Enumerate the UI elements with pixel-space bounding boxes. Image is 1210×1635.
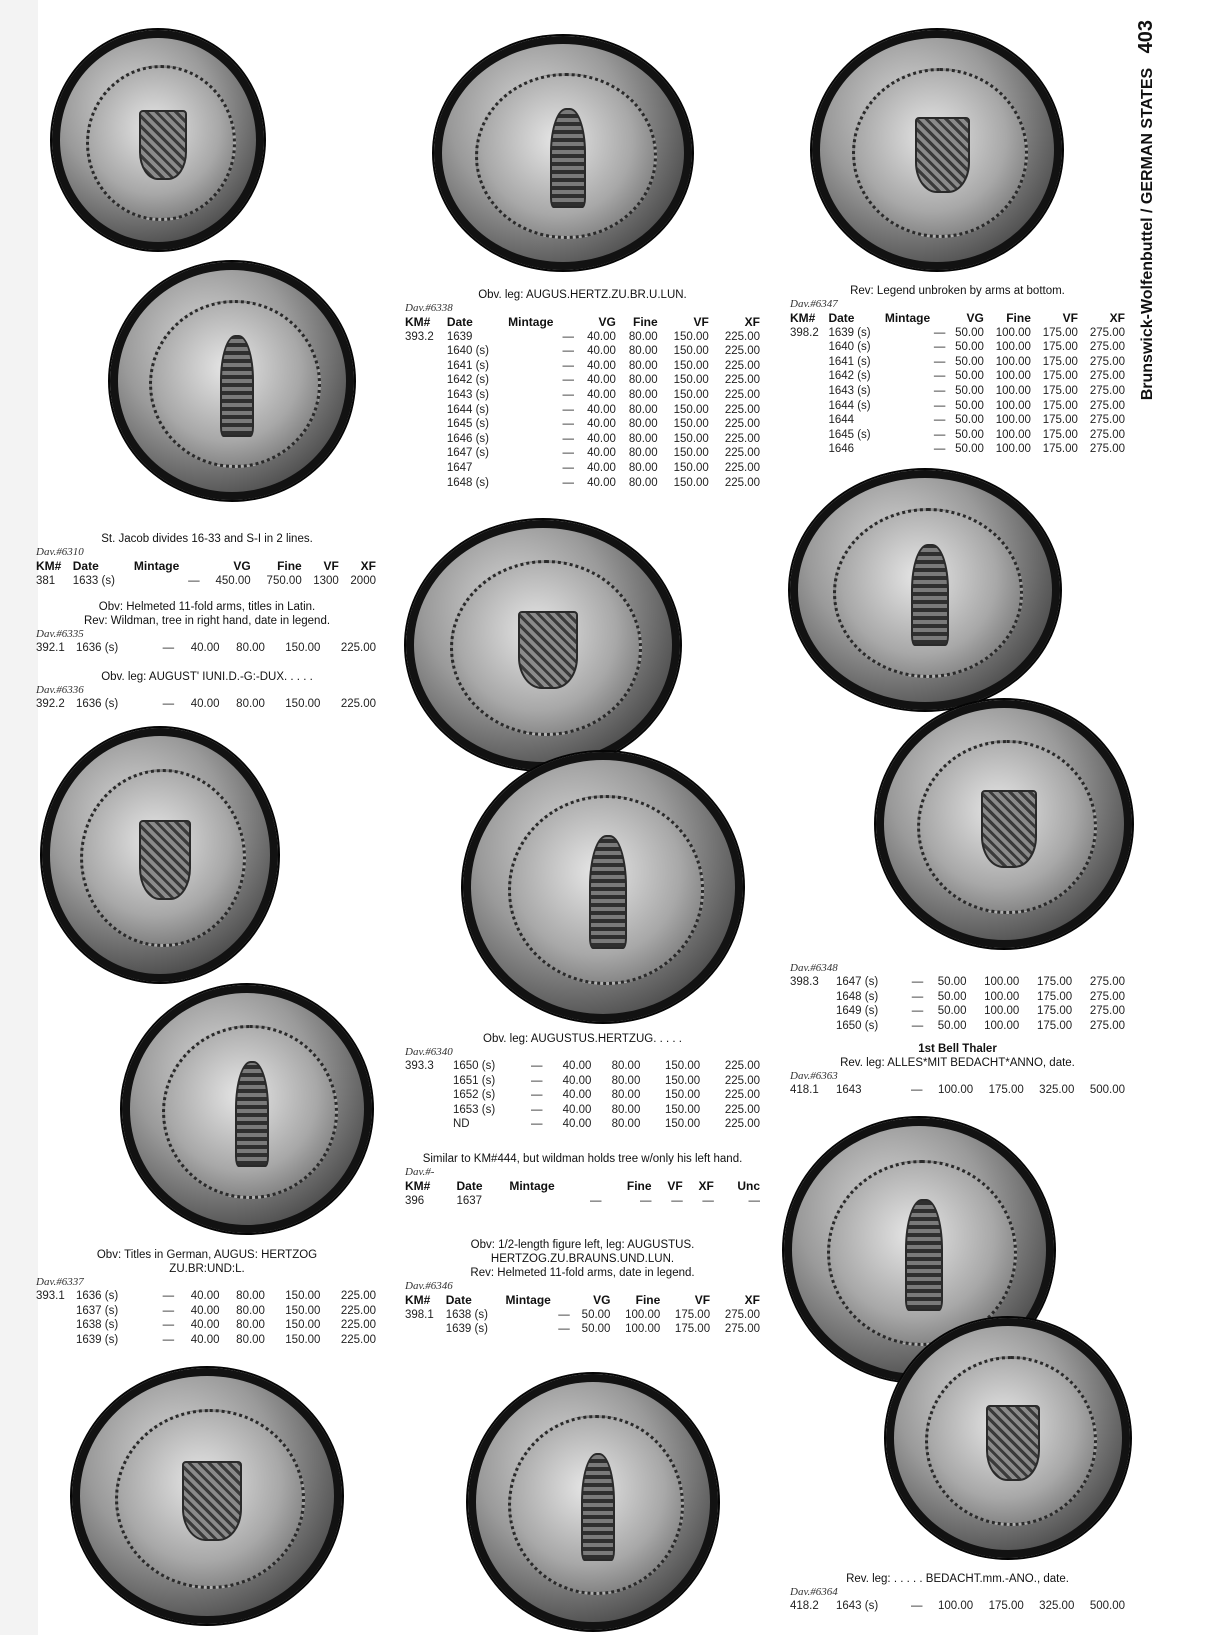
cell-price: 80.00 <box>236 698 265 710</box>
dav-ref: Dav.#6337 <box>36 1276 84 1288</box>
th-mintage: Mintage <box>508 315 554 329</box>
cell-date: 1636 (s) <box>76 642 119 654</box>
th-g3: VF <box>323 559 339 573</box>
dav-ref: Dav.#6310 <box>36 546 84 558</box>
table-row: 1637 (s) — 40.00 80.00 150.00 225.00 <box>76 1304 376 1317</box>
coin-image <box>812 30 1062 270</box>
price-table <box>36 641 376 656</box>
coin-image <box>790 470 1060 710</box>
table-row: ND — 40.00 80.00 150.00 225.00 <box>453 1118 760 1131</box>
table-row: 1646 (s) — 40.00 80.00 150.00 225.00 <box>446 432 760 445</box>
cell-date: 1636 (s) <box>76 698 119 710</box>
th-date: Date <box>446 315 473 329</box>
listing-392-1 <box>36 600 378 656</box>
price-table <box>405 1059 760 1132</box>
cell-mintage: — <box>162 642 175 654</box>
table-row: 1646 — 50.00 100.00 175.00 275.00 <box>828 443 1125 456</box>
dav-ref: Dav.#6364 <box>790 1586 838 1598</box>
listing-393-3 <box>405 1032 760 1132</box>
coin-image <box>876 700 1132 948</box>
table-row: 1639 (s) — 40.00 80.00 150.00 225.00 <box>76 1333 376 1346</box>
cell-price: 450.00 <box>215 574 251 587</box>
caption: Obv: Titles in German, AUGUS: HERTZOG ZU.BR:UND:L. <box>96 1249 318 1275</box>
th-date: Date <box>72 559 99 573</box>
dav-ref: Dav.#- <box>405 1166 435 1178</box>
listing-393-1 <box>36 1248 378 1347</box>
th-km: KM# <box>36 559 62 573</box>
coin-image <box>42 728 278 982</box>
table-row: 418.2 1643 (s) — 100.00 175.00 325.00 500.00 <box>790 1600 1125 1612</box>
price-table <box>36 559 376 588</box>
page-gutter <box>0 0 38 1635</box>
coin-image <box>52 30 264 250</box>
table-row: 1648 (s) — 50.00 100.00 175.00 275.00 <box>836 990 1125 1003</box>
cell-price: 225.00 <box>340 698 376 710</box>
table-row: 1643 (s) — 50.00 100.00 175.00 275.00 <box>828 384 1125 397</box>
table-row: 1642 (s) — 40.00 80.00 150.00 225.00 <box>446 374 760 387</box>
cell-price: 1300 <box>313 574 339 587</box>
listing-398-1 <box>405 1238 760 1337</box>
caption: Obv: 1/2-length figure left, leg: AUGUSTUS. HERTZOG.ZU.BRAUNS.UND.LUN. <box>470 1239 695 1265</box>
price-table: KM# Date Mintage VG Fine VF XF 398.1 1638 (s) — 50.00 100.00 175.00 275.00 1639 (s) — 50.00 100.00 175.00 275.00 <box>405 1293 760 1336</box>
listing-398-3 <box>790 962 1125 1033</box>
caption: Obv. leg: AUGUSTUS.HERTZUG. . . . . <box>483 1033 682 1045</box>
table-row <box>36 697 376 712</box>
coin-image <box>886 1318 1130 1558</box>
table-row: 1643 (s) — 40.00 80.00 150.00 225.00 <box>446 388 760 401</box>
table-row: 1638 (s) — 40.00 80.00 150.00 225.00 <box>76 1319 376 1332</box>
dav-ref: Dav.#6363 <box>790 1070 838 1082</box>
cell-price: 150.00 <box>285 698 321 710</box>
price-table <box>790 1083 1125 1098</box>
th-mintage: Mintage <box>133 559 180 573</box>
price-table <box>36 1289 376 1347</box>
dav-ref: Dav.#6347 <box>790 298 838 310</box>
table-row: 1641 (s) — 40.00 80.00 150.00 225.00 <box>446 359 760 372</box>
th-g1: VG <box>233 559 251 573</box>
table-row: 1639 (s) — 50.00 100.00 175.00 275.00 <box>445 1323 760 1336</box>
table-row <box>36 574 376 589</box>
listing-392-2 <box>36 670 378 712</box>
price-table <box>36 697 376 712</box>
table-row: 1645 (s) — 50.00 100.00 175.00 275.00 <box>828 428 1125 441</box>
caption: Rev: Legend unbroken by arms at bottom. <box>850 285 1065 297</box>
price-table: KM# Date Mintage Fine VF XF Unc 396 1637 — — — — — <box>405 1179 760 1207</box>
dav-ref: Dav.#6336 <box>36 684 84 696</box>
table-row: 396 1637 — — — — — <box>405 1194 760 1207</box>
section-title: Brunswick-Wolfenbuttel / GERMAN STATES <box>1139 67 1156 401</box>
table-row: 1642 (s) — 50.00 100.00 175.00 275.00 <box>828 370 1125 383</box>
th-km: KM# <box>405 315 431 329</box>
caption: Obv. leg: AUGUST' IUNI.D.-G:-DUX. . . . . <box>101 671 313 683</box>
cell-price: 150.00 <box>285 642 321 654</box>
table-row: 1648 (s) — 40.00 80.00 150.00 225.00 <box>446 476 760 489</box>
table-row: 1644 — 50.00 100.00 175.00 275.00 <box>828 414 1125 427</box>
dav-ref: Dav.#6338 <box>405 302 453 314</box>
price-table <box>790 1599 1125 1614</box>
cell-price: 40.00 <box>190 642 220 654</box>
table-row: 418.1 1643 — 100.00 175.00 325.00 500.00 <box>790 1084 1125 1096</box>
dav-ref: Dav.#6346 <box>405 1280 453 1292</box>
table-row: 1641 (s) — 50.00 100.00 175.00 275.00 <box>828 355 1125 368</box>
caption: Rev: Wildman, tree in right hand, date in legend. <box>83 615 331 627</box>
cell-km: 392.2 <box>36 698 65 710</box>
coin-image <box>406 520 680 770</box>
coin-image <box>110 262 354 500</box>
cell-price: 750.00 <box>266 574 302 587</box>
cell-price: 80.00 <box>236 642 265 654</box>
table-row: 1649 (s) — 50.00 100.00 175.00 275.00 <box>836 1005 1125 1018</box>
listing-393-2 <box>405 288 760 490</box>
table-row: 393.2 1639 — 40.00 80.00 150.00 225.00 <box>405 330 760 343</box>
table-row: 1647 (s) — 40.00 80.00 150.00 225.00 <box>446 447 760 460</box>
table-row: 1644 (s) — 50.00 100.00 175.00 275.00 <box>828 399 1125 412</box>
coin-image <box>468 1374 718 1630</box>
cell-price: 225.00 <box>340 642 376 654</box>
cell-km: 392.1 <box>36 642 65 654</box>
table-row: 1651 (s) — 40.00 80.00 150.00 225.00 <box>453 1074 760 1087</box>
caption: Rev. leg: ALLES*MIT BEDACHT*ANNO, date. <box>840 1057 1075 1069</box>
page-number: 403 <box>1135 20 1157 54</box>
listing-418-1 <box>790 1042 1125 1098</box>
caption: Rev. leg: . . . . . BEDACHT.mm.-ANO., date. <box>846 1573 1069 1585</box>
table-row: 393.1 1636 (s) — 40.00 80.00 150.00 225.00 <box>36 1290 376 1302</box>
th-g4: XF <box>360 559 376 573</box>
caption: Obv. leg: AUGUS.HERTZ.ZU.BR.U.LUN. <box>478 289 687 301</box>
table-row: 1644 (s) — 40.00 80.00 150.00 225.00 <box>446 403 760 416</box>
price-table: KM# Date Mintage VG Fine VF XF 398.2 1639 (s) — 50.00 100.00 175.00 275.00 1640 (s) — 50.00 100.00 175.00 275.00 1641 (s) — 50.00 100.00 175.00 275.00 1642 (s) — 50.00 100.00 175.00 275.00 1643 (s) — 50.00 100.00 175.00 275.00 1644 (s) — 50.00 100.00 175.00 275.00 1644 — 50.00 100.00 175.00 275.00 1645 (s) — 50.00 100.00 175.00 275.00 1646 — 50.00 100.00 175.00 275.00 <box>790 311 1125 456</box>
listing-381 <box>36 532 378 588</box>
table-row: 398.1 1638 (s) — 50.00 100.00 175.00 275.00 <box>405 1308 760 1321</box>
table-row <box>36 641 376 656</box>
cell-mintage: — <box>162 698 175 710</box>
table-row: 1652 (s) — 40.00 80.00 150.00 225.00 <box>453 1089 760 1102</box>
dav-ref: Dav.#6340 <box>405 1046 453 1058</box>
cell-price: 2000 <box>350 574 376 587</box>
cell-mintage: — <box>188 574 200 587</box>
running-header <box>1130 20 1170 475</box>
table-row: 1650 (s) — 50.00 100.00 175.00 275.00 <box>836 1019 1125 1032</box>
coin-image <box>72 1368 342 1624</box>
caption: St. Jacob divides 16-33 and S-I in 2 lines. <box>101 533 313 545</box>
table-row: 398.2 1639 (s) — 50.00 100.00 175.00 275.00 <box>790 326 1125 339</box>
table-row: 1640 (s) — 40.00 80.00 150.00 225.00 <box>446 345 760 358</box>
dav-ref: Dav.#6335 <box>36 628 84 640</box>
table-row: 1647 — 40.00 80.00 150.00 225.00 <box>446 461 760 474</box>
coin-image <box>463 752 743 1022</box>
table-row: 1640 (s) — 50.00 100.00 175.00 275.00 <box>828 341 1125 354</box>
listing-418-2 <box>790 1572 1125 1614</box>
table-row: 393.3 1650 (s) — 40.00 80.00 150.00 225.00 <box>405 1060 760 1072</box>
listing-398-2 <box>790 284 1125 457</box>
cell-km: 381 <box>36 574 56 587</box>
caption: 1st Bell Thaler <box>918 1043 997 1055</box>
listing-396 <box>405 1152 760 1208</box>
caption: Obv: Helmeted 11-fold arms, titles in Latin. <box>98 601 316 613</box>
table-row: 1645 (s) — 40.00 80.00 150.00 225.00 <box>446 418 760 431</box>
table-row: 398.3 1647 (s) — 50.00 100.00 175.00 275.00 <box>790 976 1125 988</box>
caption: Similar to KM#444, but wildman holds tree w/only his left hand. <box>422 1153 743 1165</box>
caption: Rev: Helmeted 11-fold arms, date in legend. <box>470 1267 695 1279</box>
table-row: 1653 (s) — 40.00 80.00 150.00 225.00 <box>453 1103 760 1116</box>
coin-image <box>122 985 372 1233</box>
th-g2: Fine <box>277 559 302 573</box>
price-table: KM# Date Mintage VG Fine VF XF 393.2 1639 — 40.00 80.00 150.00 225.00 1640 (s) — 40.00 80.00 150.00 225.00 1641 (s) — 40.00 80.00 150.00 225.00 1642 (s) — 40.00 80.00 150.00 225.00 1643 (s) — 40.00 80.00 150.00 225.00 1644 (s) — 40.00 80.00 150.00 225.00 1645 (s) — 40.00 80.00 150.00 225.00 1646 (s) — 40.00 80.00 150.00 225.00 1647 (s) — 40.00 80.00 150.00 225.00 1647 — 40.00 80.00 150.00 225.00 1648 (s) — 40.00 80.00 150.00 225.00 <box>405 315 760 489</box>
coin-image <box>434 36 692 270</box>
cell-date: 1633 (s) <box>72 574 115 587</box>
dav-ref: Dav.#6348 <box>790 962 838 974</box>
cell-price: 40.00 <box>190 698 220 710</box>
price-table <box>790 975 1125 1033</box>
